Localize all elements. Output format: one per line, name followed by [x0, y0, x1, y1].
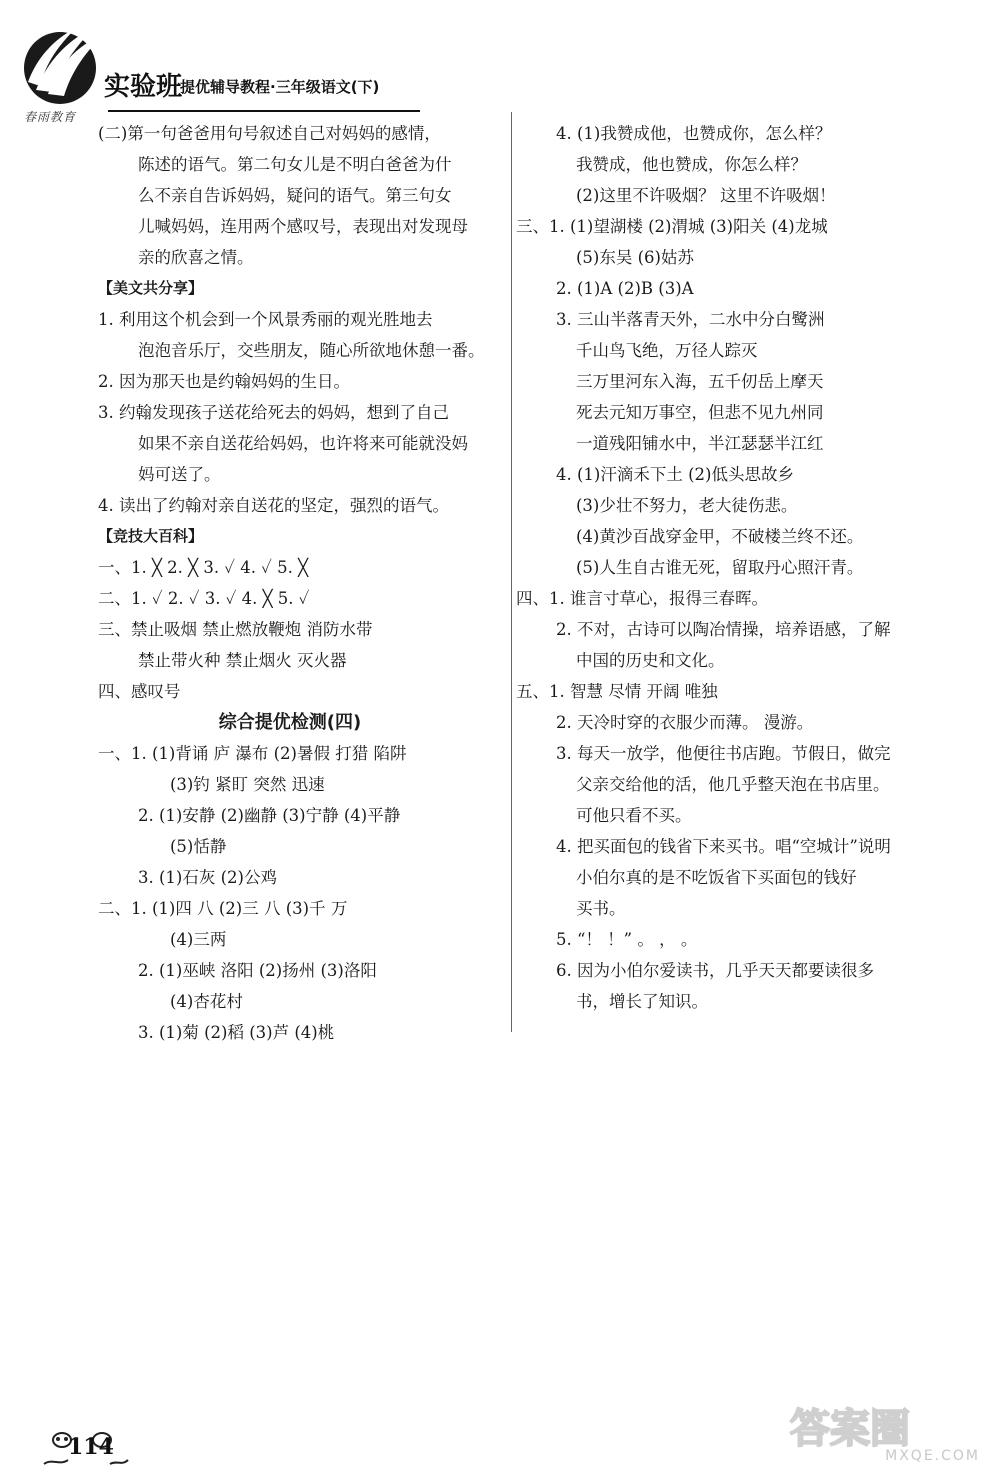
answer-line: 1. 利用这个机会到一个风景秀丽的观光胜地去	[98, 310, 433, 329]
answer-line: (4)杏花村	[170, 992, 243, 1011]
answer-line: (5)东吴 (6)姑苏	[576, 248, 694, 267]
answer-line: 五、1. 智慧 尽情 开阔 唯独	[516, 682, 718, 701]
answer-line: 2. 因为那天也是约翰妈妈的生日。	[98, 372, 350, 391]
answer-line: 四、感叹号	[98, 682, 181, 701]
answer-line: 4. 读出了约翰对亲自送花的坚定，强烈的语气。	[98, 496, 449, 515]
answer-line: 3. 每天一放学，他便往书店跑。节假日，做完	[556, 744, 891, 763]
answer-line: (4)三两	[170, 930, 227, 949]
watermark-logo-icon	[780, 1400, 980, 1450]
answer-line: 5. “！ ！” 。 ， 。	[556, 930, 698, 949]
watermark-chars: 答案圈	[790, 1406, 910, 1450]
left-column	[98, 118, 508, 1048]
answer-line: 4. 把买面包的钱省下来买书。唱“空城计”说明	[556, 837, 891, 856]
answer-line: (5)恬静	[170, 837, 227, 856]
answer-line: 如果不亲自送花给妈妈，也许将来可能就没妈	[138, 434, 468, 453]
answer-line: 我赞成，他也赞成，你怎么样？	[576, 155, 807, 174]
answer-line: 泡泡音乐厅，交些朋友，随心所欲地休憩一番。	[138, 341, 485, 360]
answer-line: 可他只看不买。	[576, 806, 692, 825]
answer-line: 4. (1)我赞成他，也赞成你，怎么样？	[556, 124, 832, 143]
book-logo-icon	[18, 20, 108, 110]
answer-line: 2. 天冷时穿的衣服少而薄。 漫游。	[556, 713, 814, 732]
section-heading: 综合提优检测(四)	[218, 712, 362, 733]
answer-line: (二)第一句爸爸用句号叙述自己对妈妈的感情，	[98, 124, 441, 143]
answer-line: 3. 约翰发现孩子送花给死去的妈妈，想到了自己	[98, 403, 449, 422]
answer-line: 陈述的语气。第二句女儿是不明白爸爸为什	[138, 155, 452, 174]
section-title: 【美文共分享】	[98, 279, 204, 297]
answer-line: (2)这里不许吸烟？ 这里不许吸烟！	[576, 186, 836, 205]
answer-line: 么不亲自告诉妈妈，疑问的语气。第三句女	[138, 186, 452, 205]
answer-line: (5)人生自古谁无死，留取丹心照汗青。	[576, 558, 864, 577]
answer-line: 中国的历史和文化。	[576, 651, 725, 670]
answer-line: (4)黄沙百战穿金甲，不破楼兰终不还。	[576, 527, 864, 546]
answer-line: 4. (1)汗滴禾下土 (2)低头思故乡	[556, 465, 794, 484]
answer-line: 儿喊妈妈，连用两个感叹号，表现出对发现母	[138, 217, 468, 236]
answer-line: 2. 不对，古诗可以陶冶情操，培养语感，了解	[556, 620, 891, 639]
answer-line: 2. (1)巫峡 洛阳 (2)扬州 (3)洛阳	[138, 961, 377, 980]
answer-line: 禁止带火种 禁止烟火 灭火器	[138, 651, 347, 670]
right-column	[516, 118, 916, 1017]
answer-line: 亲的欣喜之情。	[138, 248, 254, 267]
column-divider	[511, 112, 512, 1032]
answer-line: 二、1. (1)四 八 (2)三 八 (3)千 万	[98, 899, 348, 918]
watermark-url: MXQE.COM	[885, 1448, 980, 1464]
answer-line: 二、1. ✓ 2. ✓ 3. ✓ 4. ╳ 5. ✓	[98, 589, 310, 608]
answer-line: 买书。	[576, 899, 626, 918]
answer-line: 一道残阳铺水中，半江瑟瑟半江红	[576, 434, 824, 453]
answer-line: 2. (1)A (2)B (3)A	[556, 279, 694, 298]
page-number: 114	[68, 1434, 114, 1460]
logo-script-text: 春雨教育	[24, 110, 77, 124]
answer-line: 3. (1)菊 (2)稻 (3)芦 (4)桃	[138, 1023, 335, 1042]
section-title: 【竞技大百科】	[98, 527, 204, 545]
answer-line: 妈可送了。	[138, 465, 221, 484]
answer-line: (3)少壮不努力，老大徒伤悲。	[576, 496, 798, 515]
page-number-badge	[40, 1430, 140, 1470]
answer-line: 3. 三山半落青天外，二水中分白鹭洲	[556, 310, 825, 329]
answer-line: 父亲交给他的活，他几乎整天泡在书店里。	[576, 775, 890, 794]
page-header	[18, 20, 418, 124]
brand-title: 实验班	[104, 72, 183, 102]
answer-line: (3)钓 紧盯 突然 迅速	[170, 775, 325, 794]
answer-line: 死去元知万事空，但悲不见九州同	[576, 403, 824, 422]
answer-line: 6. 因为小伯尔爱读书，几乎天天都要读很多	[556, 961, 874, 980]
answer-line: 一、1. ╳ 2. ╳ 3. ✓ 4. ✓ 5. ╳	[98, 558, 309, 577]
answer-line: 3. (1)石灰 (2)公鸡	[138, 868, 277, 887]
answer-line: 四、1. 谁言寸草心，报得三春晖。	[516, 589, 768, 608]
answer-line: 小伯尔真的是不吃饭省下买面包的钱好	[576, 868, 857, 887]
answer-line: 千山鸟飞绝，万径人踪灭	[576, 341, 758, 360]
answer-line: 三、禁止吸烟 禁止燃放鞭炮 消防水带	[98, 620, 373, 639]
answer-line: 2. (1)安静 (2)幽静 (3)宁静 (4)平静	[138, 806, 401, 825]
site-watermark	[780, 1400, 980, 1470]
book-subtitle: 提优辅导教程·三年级语文(下)	[180, 78, 380, 96]
answer-line: 三万里河东入海，五千仞岳上摩天	[576, 372, 824, 391]
header-rule	[108, 110, 420, 112]
answer-line: 三、1. (1)望湖楼 (2)渭城 (3)阳关 (4)龙城	[516, 217, 828, 236]
answer-line: 一、1. (1)背诵 庐 瀑布 (2)暑假 打猎 陷阱	[98, 744, 407, 763]
answer-line: 书，增长了知识。	[576, 992, 708, 1011]
